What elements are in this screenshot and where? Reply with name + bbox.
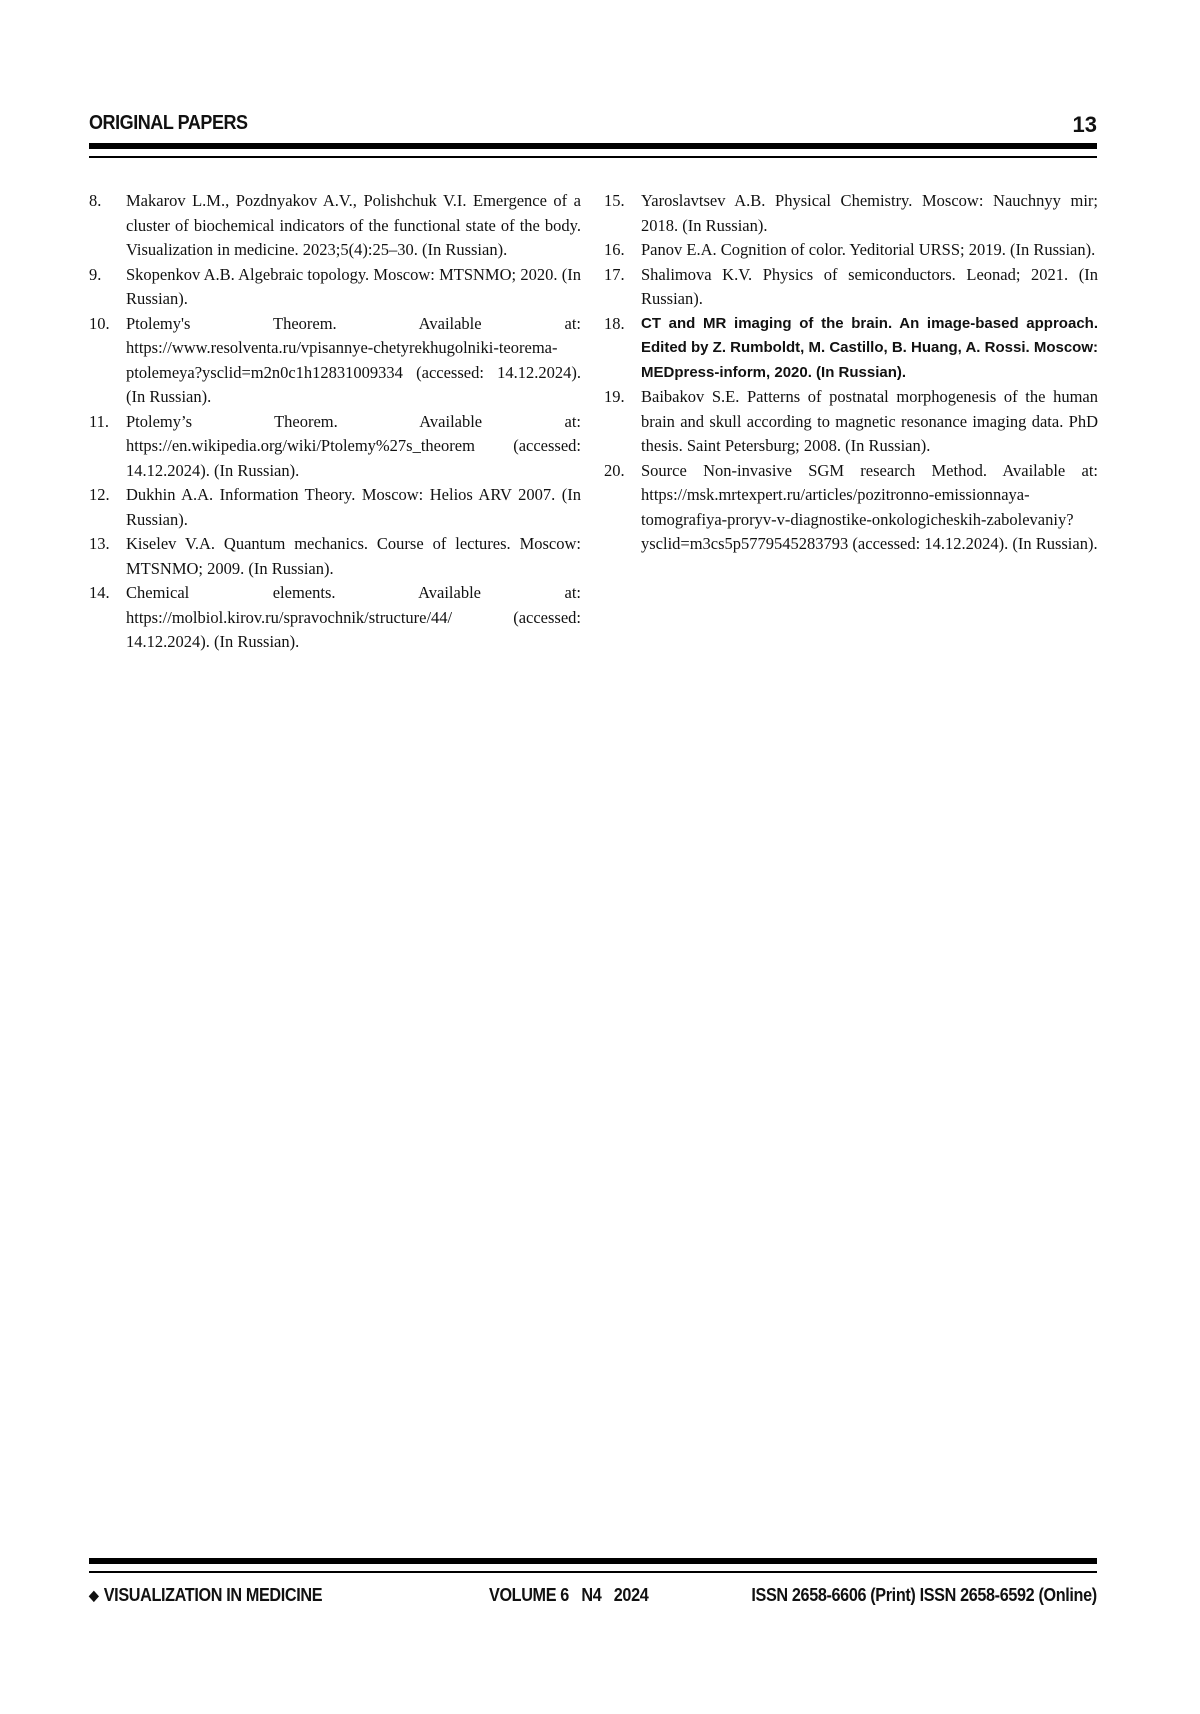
journal-name [89,1585,322,1606]
reference-number: 14. [89,583,110,602]
reference-item [89,312,581,410]
reference-number: 13. [89,534,110,553]
reference-item [89,410,581,484]
reference-number: 18. [604,313,625,333]
reference-number: 10. [89,313,110,333]
reference-number: 12. [89,485,110,504]
reference-text: Chemical elements. Available at: https://molbiol.kirov.ru/spravochnik/structure/44/ (accessed: 14.12.2024). (In Russian). [126,583,581,651]
reference-list-left [89,189,581,655]
reference-text: CT and MR imaging of the brain. An image-based approach. Edited by Z. Rumboldt, M. Castillo, B. Huang, A. Rossi. Moscow: MEDpress-inform, 2020. (In Russian). [641,314,1098,381]
reference-list-right [604,189,1098,557]
footer-rule-thick [89,1558,1097,1564]
header-rule-thick [89,143,1097,149]
footer-rule-thin [89,1571,1097,1573]
reference-number: 20. [604,460,625,480]
reference-number: 11. [89,411,110,431]
reference-text: Panov E.A. Cognition of color. Yeditorial URSS; 2019. (In Russian). [641,240,1096,259]
reference-item-highlighted [604,312,1098,386]
reference-text: Ptolemy's Theorem. Available at: https://www.resolventa.ru/vpisannye-chetyrekhugolniki-teorema-ptolemeya?ysclid=m2n0c1h12831009334 (accessed: 14.12.2024). (In Russian). [126,313,581,406]
header-rule-thin [89,156,1097,158]
volume-issue: VOLUME 6 N4 2024 [489,1585,649,1605]
reference-text: Baibakov S.E. Patterns of postnatal morphogenesis of the human brain and skull according to magnetic resonance imaging data. PhD thesis. Saint Petersburg; 2008. (In Russian). [641,387,1098,455]
reference-number: 17. [604,264,625,284]
reference-item [604,263,1098,312]
reference-item [604,385,1098,459]
reference-item [604,238,1098,263]
reference-item [89,483,581,532]
journal-title: VISUALIZATION IN MEDICINE [103,1585,323,1605]
reference-item [89,189,581,263]
reference-number: 15. [604,191,625,210]
reference-item [89,263,581,312]
reference-text: Skopenkov A.B. Algebraic topology. Moscow: MTSNMO; 2020. (In Russian). [126,264,581,308]
reference-text: Kiselev V.A. Quantum mechanics. Course of lectures. Moscow: MTSNMO; 2009. (In Russian). [126,534,581,578]
reference-item [604,459,1098,557]
reference-text: Source Non-invasive SGM research Method. Available at: https://msk.mrtexpert.ru/articles/pozitronno-emissionnaya-tomografiya-proryv-v-diagnostike-onkologicheskih-zabolevaniy?ysclid=m3cs5p5779545283793 (accessed: 14.12.2024). (In Russian). [641,460,1098,553]
reference-number: 19. [604,387,625,406]
issn-info: ISSN 2658-6606 (Print) ISSN 2658-6592 (Online) [751,1585,1097,1605]
reference-number: 16. [604,240,625,259]
reference-text: Shalimova K.V. Physics of semiconductors. Leonad; 2021. (In Russian). [641,264,1098,308]
reference-number: 9. [89,264,102,284]
reference-text: Ptolemy’s Theorem. Available at: https://en.wikipedia.org/wiki/Ptolemy%27s_theorem (accessed: 14.12.2024). (In Russian). [126,411,581,480]
reference-text: Yaroslavtsev A.B. Physical Chemistry. Moscow: Nauchnyy mir; 2018. (In Russian). [641,191,1098,235]
reference-number: 8. [89,191,102,210]
reference-text: Dukhin A.A. Information Theory. Moscow: Helios ARV 2007. (In Russian). [126,485,581,529]
page-number: 13 [1072,112,1097,137]
diamond-icon: ◆ [89,1587,99,1603]
reference-text: Makarov L.M., Pozdnyakov A.V., Polishchuk V.I. Emergence of a cluster of biochemical indicators of the functional state of the body. Visualization in medicine. 2023;5(4):25–30. (In Russian). [126,191,581,259]
reference-item [89,532,581,581]
page-footer [89,1585,1097,1615]
reference-item [604,189,1098,238]
section-title: ORIGINAL PAPERS [89,112,248,134]
reference-item [89,581,581,655]
